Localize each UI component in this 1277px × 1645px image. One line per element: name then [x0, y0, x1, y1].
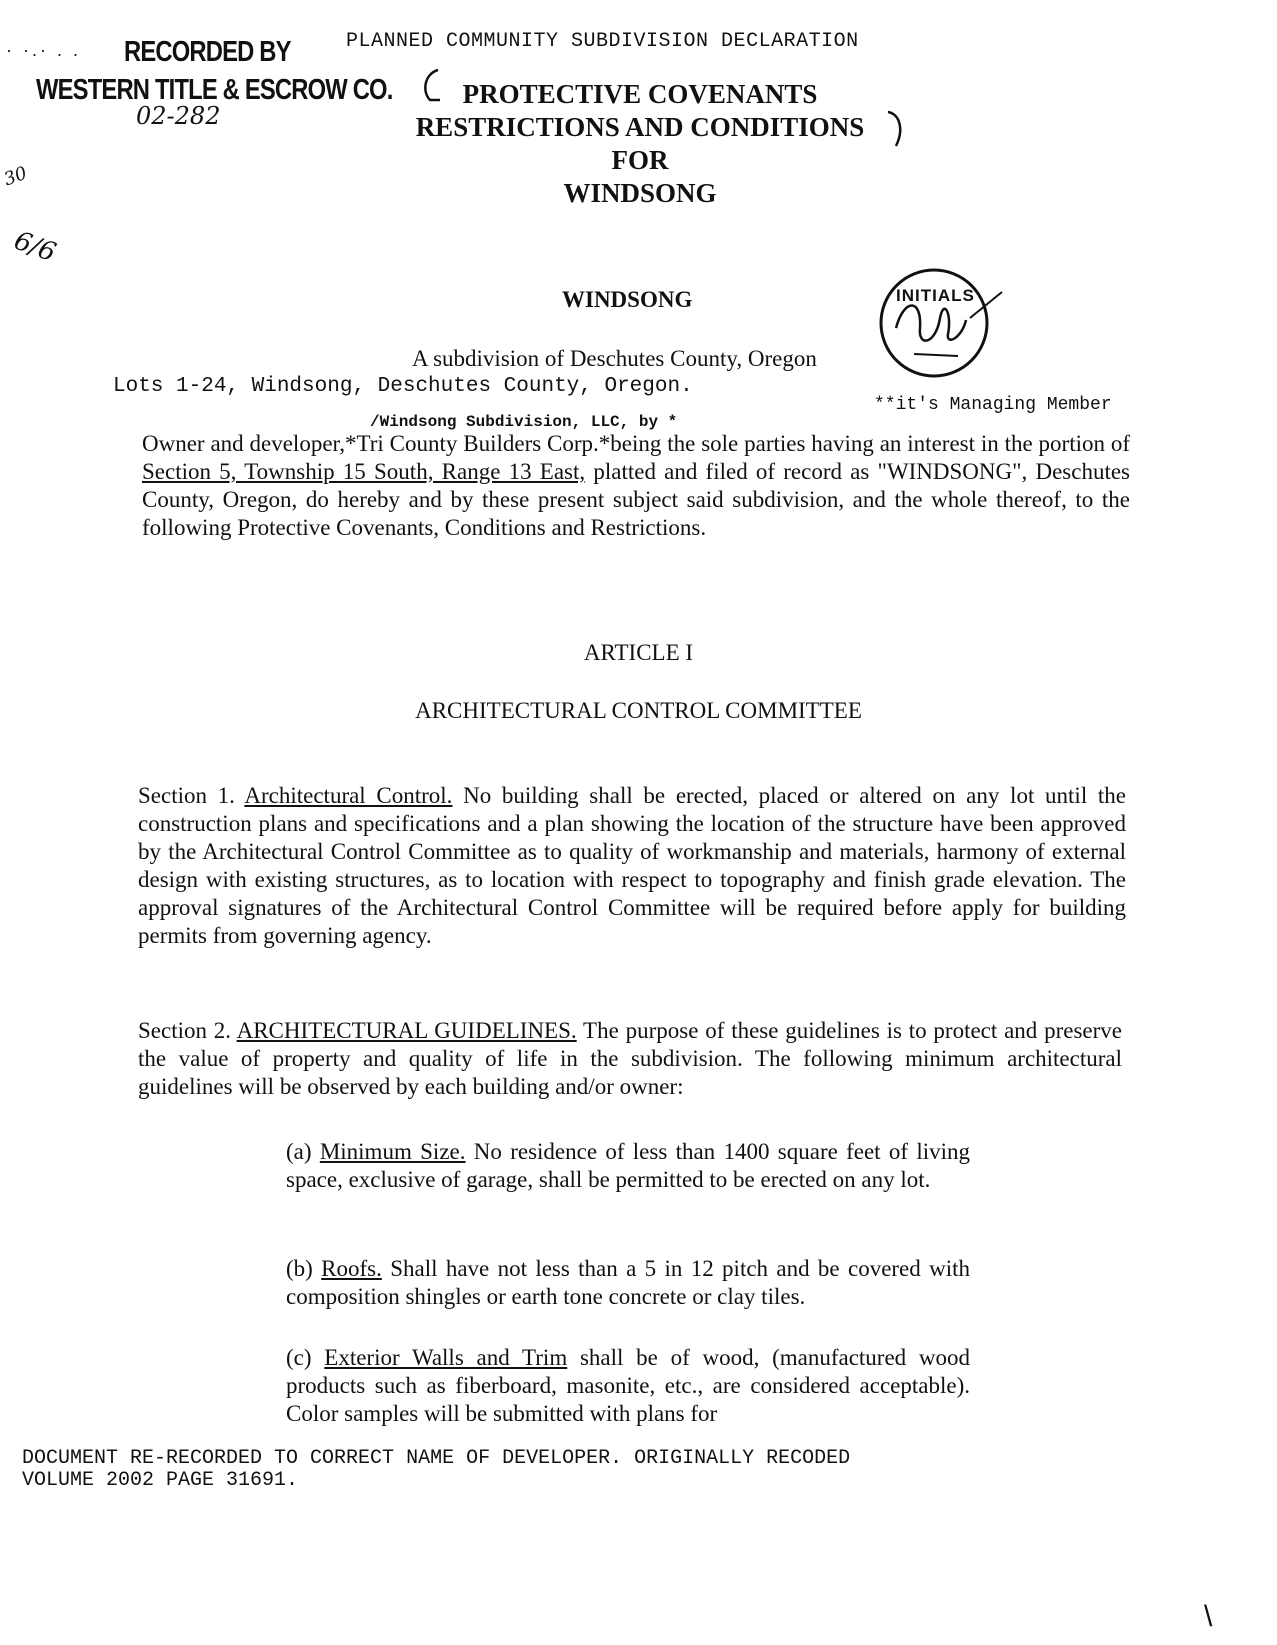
title-line-2: RESTRICTIONS AND CONDITIONS — [415, 112, 865, 142]
item-c — [286, 1344, 970, 1428]
bottom-right-mark: \ — [1204, 1600, 1213, 1633]
item-a-heading: Minimum Size. — [319, 1139, 466, 1164]
section-2-text: The purpose of these guidelines is to protect and preserve the value of property and quality of life in the subdivision. The following minimum architectural guidelines will be observed by each building and/or owner: — [138, 1018, 1122, 1099]
title-line-4: WINDSONG — [563, 178, 717, 208]
section-1-heading: Architectural Control. — [244, 783, 453, 808]
section-1 — [138, 782, 1126, 950]
intro-paragraph — [142, 430, 1130, 542]
section-1-label: Section 1. — [138, 783, 235, 808]
article-number: ARTICLE I — [583, 640, 694, 665]
intro-legal-description: Section 5, Township 15 South, Range 13 East, — [142, 459, 586, 484]
initials-seal — [874, 268, 1024, 388]
re-recording-note-line-1: DOCUMENT RE-RECORDED TO CORRECT NAME OF DEVELOPER. ORIGINALLY RECODED — [22, 1447, 851, 1470]
item-a-text: No residence of less than 1400 square feet of living space, exclusive of garage, shall be permitted to be erected on any lot. — [286, 1139, 970, 1192]
item-c-label: (c) — [286, 1345, 312, 1370]
margin-note-top: 30 — [1, 162, 30, 191]
title-line-1: PROTECTIVE COVENANTS — [462, 79, 818, 109]
re-recording-note-line-2: VOLUME 2002 PAGE 31691. — [22, 1469, 299, 1492]
margin-note-fraction: 6/6 — [10, 225, 60, 269]
item-b-heading: Roofs. — [321, 1256, 382, 1281]
stamp-number: 02-282 — [136, 102, 221, 130]
section-2 — [138, 1017, 1122, 1101]
declaration-heading: PLANNED COMMUNITY SUBDIVISION DECLARATION — [346, 30, 859, 53]
typed-insert: /Windsong Subdivision, LLC, by * — [370, 413, 678, 431]
section-2-heading: ARCHITECTURAL GUIDELINES. — [236, 1018, 577, 1043]
subdivision-name: WINDSONG — [562, 287, 693, 312]
stamp-dots: · ·.· . . — [6, 40, 81, 60]
item-b — [286, 1255, 970, 1311]
item-a — [286, 1138, 970, 1194]
intro-paragraph-suffix: platted and filed of record as "WINDSONG", Deschutes County, Oregon, do hereby and by these present subject said subdivision, and the whole thereof, to the following Protective Covenants, Conditions and Restrictions. — [142, 459, 1130, 540]
item-c-heading: Exterior Walls and Trim — [324, 1345, 568, 1370]
stamp-company: WESTERN TITLE & ESCROW CO. — [36, 74, 393, 106]
re-recording-note — [22, 1448, 850, 1492]
lots-line: Lots 1-24, Windsong, Deschutes County, Oregon. — [113, 375, 693, 398]
section-1-text: No building shall be erected, placed or altered on any lot until the construction plans and specifications and a plan showing the location of the structure have been approved by the Architectural Control Committee as to quality of workmanship and materials, harmony of external design with existing structures, as to location with respect to topography and finish grade elevation. The approval signatures of the Architectural Control Committee will be required before apply for building permits from governing agency. — [138, 783, 1126, 948]
subdivision-subtitle: A subdivision of Deschutes County, Oregon — [412, 346, 817, 371]
stamp-recorded-by: RECORDED BY — [124, 36, 291, 68]
intro-paragraph-prefix: Owner and developer,*Tri County Builders Corp.*being the sole parties having an interest in the portion of — [142, 431, 1130, 456]
article-title: ARCHITECTURAL CONTROL COMMITTEE — [415, 698, 862, 723]
title-line-3: FOR — [611, 145, 669, 175]
item-a-label: (a) — [286, 1139, 312, 1164]
section-2-label: Section 2. — [138, 1018, 232, 1043]
item-b-text: Shall have not less than a 5 in 12 pitch and be covered with composition shingles or earth tone concrete or clay tiles. — [286, 1256, 970, 1309]
managing-member-insert: **it's Managing Member — [874, 395, 1112, 415]
initials-seal-label: INITIALS — [896, 286, 975, 305]
title-block — [390, 78, 890, 210]
item-b-label: (b) — [286, 1256, 313, 1281]
item-c-text: shall be of wood, (manufactured wood products such as fiberboard, masonite, etc., are considered acceptable). Color samples will be submitted with plans for — [286, 1345, 971, 1426]
